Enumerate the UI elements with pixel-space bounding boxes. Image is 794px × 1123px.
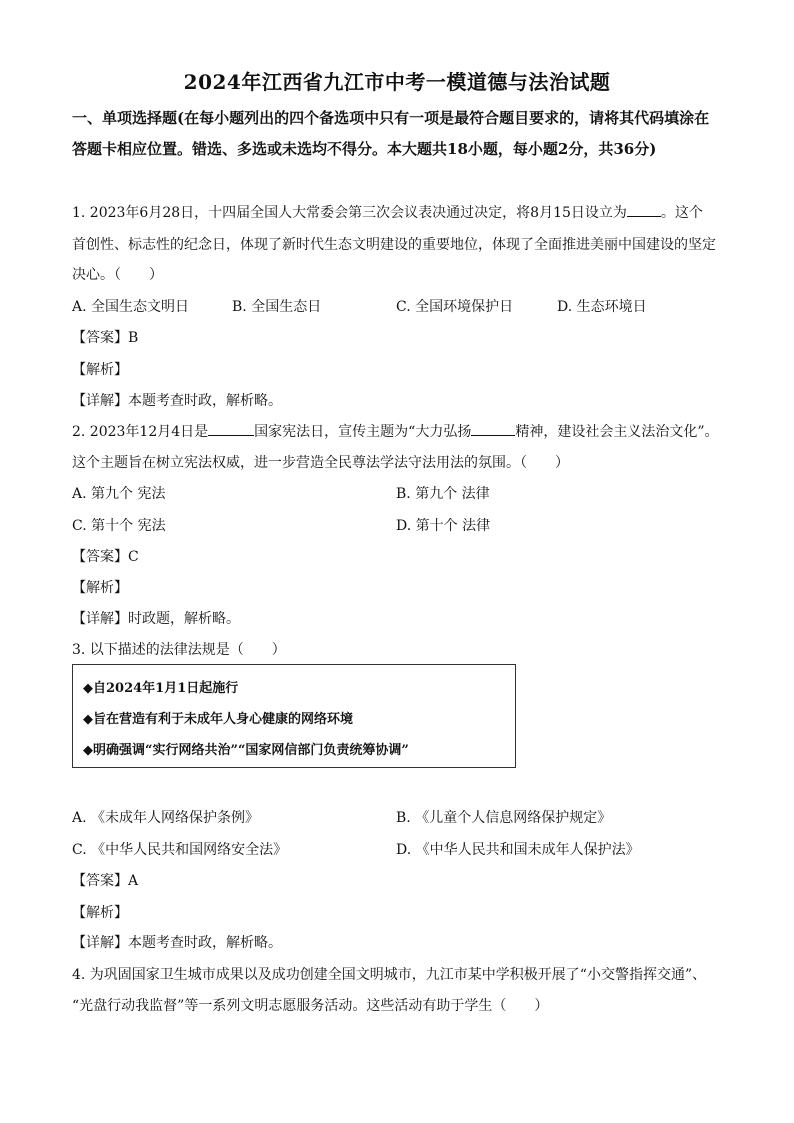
- q2-line-1-tail: 精神，建设社会主义法治文化”。: [515, 424, 719, 440]
- q3-analysis: 【解析】: [72, 905, 128, 921]
- q1-blank: [627, 202, 661, 217]
- q3-option-b: B. 《儿童个人信息网络保护规定》: [396, 810, 612, 826]
- q4-line-2: “光盘行动我监督”等一系列文明志愿服务活动。这些活动有助于学生（ ）: [72, 998, 549, 1014]
- q3-box-item-2: ◆旨在营造有利于未成年人身心健康的网络环境: [83, 712, 353, 727]
- answer-label: 【答案】: [72, 330, 128, 346]
- q1-option-c: C. 全国环境保护日: [396, 299, 514, 315]
- q1-option-b: B. 全国生态日: [232, 299, 322, 315]
- q3-answer: [72, 870, 138, 890]
- q1-option-d: D. 生态环境日: [557, 299, 647, 315]
- section-heading: 一、单项选择题(在每小题列出的四个备选项中只有一项是最符合题目要求的，请将其代码填涂在答题卡相应位置。错选、多选或未选均不得分。本大题共18小题，每小题2分，共36分): [72, 109, 710, 158]
- answer-label: 【答案】: [72, 549, 128, 565]
- q3-option-a: A. 《未成年人网络保护条例》: [72, 810, 260, 826]
- q2-option-a: A. 第九个 宪法: [72, 486, 166, 502]
- q3-box-item-1: ◆自2024年1月1日起施行: [83, 681, 239, 696]
- q2-line-2: 这个主题旨在树立宪法权威，进一步营造全民尊法学法守法用法的氛围。（ ）: [72, 455, 569, 471]
- answer-value: C: [128, 549, 139, 565]
- answer-value: A: [128, 873, 139, 889]
- detail-label: 【详解】: [72, 393, 128, 409]
- q3-box-item-3: ◆明确强调“实行网络共治”“国家网信部门负责统筹协调”: [83, 743, 409, 758]
- q2-line-1-text: 2. 2023年12月4日是: [72, 424, 209, 440]
- page-title: 2024年江西省九江市中考一模道德与法治试题: [183, 70, 611, 94]
- detail-text: 时政题，解析略。: [128, 611, 240, 627]
- q3-option-d: D. 《中华人民共和国未成年人保护法》: [396, 842, 640, 858]
- detail-label: 【详解】: [72, 935, 128, 951]
- q2-option-d: D. 第十个 法律: [396, 518, 491, 534]
- q2-line-1: [72, 421, 719, 441]
- q2-option-c: C. 第十个 宪法: [72, 518, 166, 534]
- q2-detail: [72, 608, 240, 628]
- detail-text: 本题考查时政，解析略。: [128, 935, 282, 951]
- q1-line-1-tail: 。这个: [660, 205, 703, 221]
- q2-answer: [72, 546, 139, 566]
- q3-info-box: [72, 664, 516, 768]
- q2-option-b: B. 第九个 法律: [396, 486, 490, 502]
- answer-label: 【答案】: [72, 873, 128, 889]
- q2-analysis: 【解析】: [72, 580, 128, 596]
- answer-value: B: [128, 330, 139, 346]
- detail-label: 【详解】: [72, 611, 128, 627]
- q2-blank-2: [471, 421, 515, 436]
- q1-answer: [72, 327, 138, 347]
- detail-text: 本题考查时政，解析略。: [128, 393, 282, 409]
- q2-blank-1: [208, 421, 254, 436]
- q1-line-3: 决心。（ ）: [72, 267, 163, 283]
- q1-line-1-text: 1. 2023年6月28日，十四届全国人大常委会第三次会议表决通过决定，将8月15日设立为: [72, 205, 627, 221]
- q1-line-1: [72, 202, 703, 222]
- q1-option-a: A. 全国生态文明日: [72, 299, 190, 315]
- q1-line-2: 首创性、标志性的纪念日，体现了新时代生态文明建设的重要地位，体现了全面推进美丽中国建设的坚定: [72, 237, 716, 253]
- q1-analysis: 【解析】: [72, 362, 128, 378]
- q3-option-c: C. 《中华人民共和国网络安全法》: [72, 842, 288, 858]
- q2-line-1-mid: 国家宪法日，宣传主题为“大力弘扬: [254, 424, 472, 440]
- q3-detail: [72, 932, 282, 952]
- q1-detail: [72, 390, 282, 410]
- q4-line-1: 4. 为巩固国家卫生城市成果以及成功创建全国文明城市，九江市某中学积极开展了“小交警指挥交通”、: [72, 967, 707, 983]
- q3-line-1: 3. 以下描述的法律法规是（ ）: [72, 642, 286, 658]
